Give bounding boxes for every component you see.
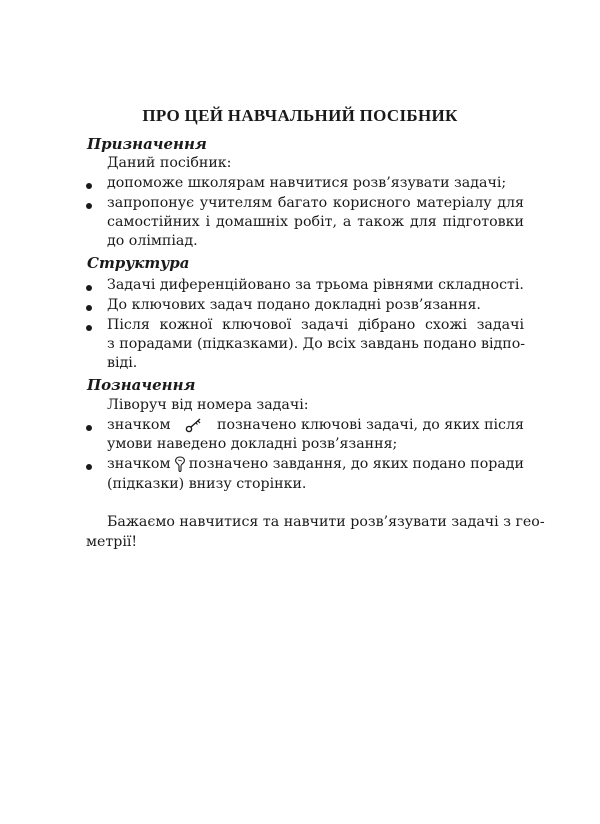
section-heading-purpose: Призначення xyxy=(87,135,207,153)
list-item: До ключових задач подано докладні розв’язання. xyxy=(107,297,481,313)
section-intro: Ліворуч від номера задачі: xyxy=(107,397,309,413)
list-item-continuation: віді. xyxy=(107,355,138,371)
bullet-icon xyxy=(86,325,92,331)
rest-text: позначено ключові задачі, до яких після xyxy=(217,417,524,433)
closing-text-continuation: метрії! xyxy=(86,534,138,550)
bullet-icon xyxy=(86,464,92,470)
section-heading-notation: Позначення xyxy=(87,376,196,394)
list-item-continuation: самостійних і домашніх робіт, а також для підготовки xyxy=(107,214,524,230)
rest-text: позначено завдання, до яких подано поради xyxy=(188,456,524,472)
list-item-continuation: до олімпіад. xyxy=(107,233,198,249)
bullet-icon xyxy=(86,305,92,311)
list-item xyxy=(107,456,524,478)
closing-text: Бажаємо навчитися та навчити розв’язувати задачі з гео- xyxy=(107,514,545,530)
section-intro: Даний посібник: xyxy=(107,155,232,171)
bullet-icon xyxy=(86,285,92,291)
list-item-continuation: умови наведено докладні розв’язання; xyxy=(107,436,398,452)
prefix-text: значком xyxy=(107,417,171,433)
hint-icon xyxy=(174,456,186,478)
list-item: Задачі диференційовано за трьома рівнями складності. xyxy=(107,277,524,293)
prefix-text: значком xyxy=(107,456,171,472)
bullet-icon xyxy=(86,203,92,209)
list-item-continuation: з порадами (підказками). До всіх завдань подано відпо- xyxy=(107,336,526,352)
list-item: допоможе школярам навчитися розв’язувати задачі; xyxy=(107,175,507,191)
bullet-icon xyxy=(86,425,92,431)
list-item xyxy=(107,417,524,437)
list-item-continuation: (підказки) внизу сторінки. xyxy=(107,476,307,492)
key-icon xyxy=(185,417,203,437)
bullet-icon xyxy=(86,183,92,189)
section-heading-structure: Структура xyxy=(87,254,190,272)
page-title: ПРО ЦЕЙ НАВЧАЛЬНИЙ ПОСІБНИК xyxy=(142,106,458,125)
list-item: запропонує учителям багато корисного матеріалу для xyxy=(107,195,524,211)
list-item: Після кожної ключової задачі дібрано схожі задачі xyxy=(107,317,524,333)
